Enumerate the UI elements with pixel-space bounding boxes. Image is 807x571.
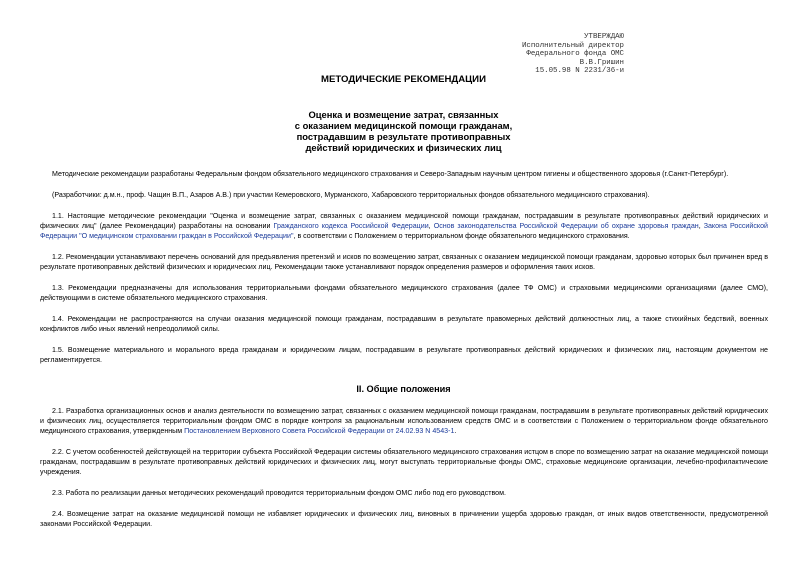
intro-paragraph-1: Методические рекомендации разработаны Федеральным фондом обязательного медицинского страхования и Северо-Западным научным центром гигиены и общественного здоровья (г.Санкт-Петербург).: [52, 170, 729, 178]
paragraph-1-1: [40, 211, 768, 242]
paragraph-text: ,: [428, 222, 434, 231]
intro-paragraph-2: (Разработчики: д.м.н., проф. Чащин В.П., Азаров А.В.) при участии Кемеровского, Мурманского, Хабаровского территориальных фондов обязательного медицинского страхования).: [52, 191, 650, 199]
paragraph-2-1: [40, 406, 768, 437]
approval-stamp: [522, 33, 624, 76]
subtitle-line: Оценка и возмещение затрат, связанных: [308, 109, 499, 120]
approval-line: 15.05.98 N 2231/36-и: [535, 67, 624, 76]
paragraph-text: 1.1. Настоящие методические рекомендации "Оценка и возмещение затрат, связанных с оказанием медицинской помощи гражданам, пострадавшим в результате противоправных действий юридических и физических лиц" (далее Рекомендации) разработаны на основании: [40, 212, 768, 231]
document-subtitle: [0, 109, 807, 153]
approval-line: Исполнительный директор: [521, 41, 624, 50]
paragraph-2-4: 2.4. Возмещение затрат на оказание медицинской помощи не избавляет юридических и физических лиц, виновных в причинении ущерба здоровью граждан, от иных видов ответственности, предусмотренной законами Российской Федерации.: [40, 510, 768, 529]
paragraph-text: ,: [698, 222, 704, 231]
paragraph-text: , в соответствии с Положением о территориальном фонде обязательного медицинского страхования.: [293, 232, 630, 241]
paragraph-2-2: 2.2. С учетом особенностей действующей на территории субъекта Российской Федерации системы обязательного медицинского страхования истцом в споре по возмещению затрат на оказание медицинской помощи гражданам, пострадавшим в результате противоправных действий юридических и физических лиц, могут выступать территориальные фонды ОМС, страховые медицинские организации, лечебно-профилактические учреждения.: [40, 448, 768, 477]
link-health-law[interactable]: Основ законодательства Российской Федерации об охране здоровья граждан: [433, 222, 699, 231]
approval-line: Федерального фонда ОМС: [526, 50, 624, 59]
document-title: МЕТОДИЧЕСКИЕ РЕКОМЕНДАЦИИ: [321, 74, 486, 85]
section-title: II. Общие положения: [356, 384, 451, 394]
subtitle-line: пострадавшим в результате противоправных: [296, 131, 511, 142]
link-civil-code[interactable]: Гражданского кодекса Российской Федерации: [273, 222, 429, 231]
paragraph-1-3: 1.3. Рекомендации предназначены для использования территориальными фондами обязательного медицинского страхования (далее ТФ ОМС) и страховыми медицинскими организациями (далее СМО), действующими в системе обязательного медицинского страхования.: [40, 284, 768, 303]
link-insurance-law[interactable]: Закона Российской Федерации "О медицинском страховании граждан в Российской Федерации": [40, 222, 768, 241]
paragraph-1-2: 1.2. Рекомендации устанавливают перечень оснований для предъявления претензий и исков по возмещению затрат, связанных с оказанием медицинской помощи гражданам, здоровью которых был причинен вред в результате противоправных действий физических и юридических лиц. Рекомендации также устанавливают порядок определения размеров и оформления таких исков.: [40, 253, 768, 272]
approval-line: УТВЕРЖДАЮ: [584, 33, 624, 41]
paragraph-text: 2.1. Разработка организационных основ и анализ деятельности по возмещению затрат, связанных с оказанием медицинской помощи гражданам, пострадавшим в результате противоправных действий юридических и физических лиц, осуществляется территориальным фондом ОМС в порядке контроля за рациональным использованием средств ОМС и в соответствии с Положением о территориальном фонде обязательного медицинского страхования, утвержденным: [40, 407, 768, 436]
paragraph-text: .: [454, 427, 457, 436]
link-supreme-council-resolution[interactable]: Постановлением Верховного Совета Российской Федерации от 24.02.93 N 4543-1: [184, 427, 455, 436]
paragraph-2-3: 2.3. Работа по реализации данных методических рекомендаций проводится территориальным фондом ОМС либо под его руководством.: [52, 489, 506, 497]
approval-line: В.В.Гришин: [579, 58, 624, 67]
subtitle-line: с оказанием медицинской помощи гражданам,: [294, 120, 513, 131]
subtitle-line: действий юридических и физических лиц: [305, 142, 502, 153]
paragraph-1-4: 1.4. Рекомендации не распространяются на случаи оказания медицинской помощи гражданам, пострадавшим в результате правомерных действий должностных лиц, а также стихийных бедствий, военных конфликтов либо иных явлений непреодолимой силы.: [40, 315, 768, 334]
paragraph-1-5: 1.5. Возмещение материального и морального вреда гражданам и юридическим лицам, пострадавшим в результате противоправных действий юридических и физических лиц, настоящим документом не регламентируется.: [40, 346, 768, 365]
